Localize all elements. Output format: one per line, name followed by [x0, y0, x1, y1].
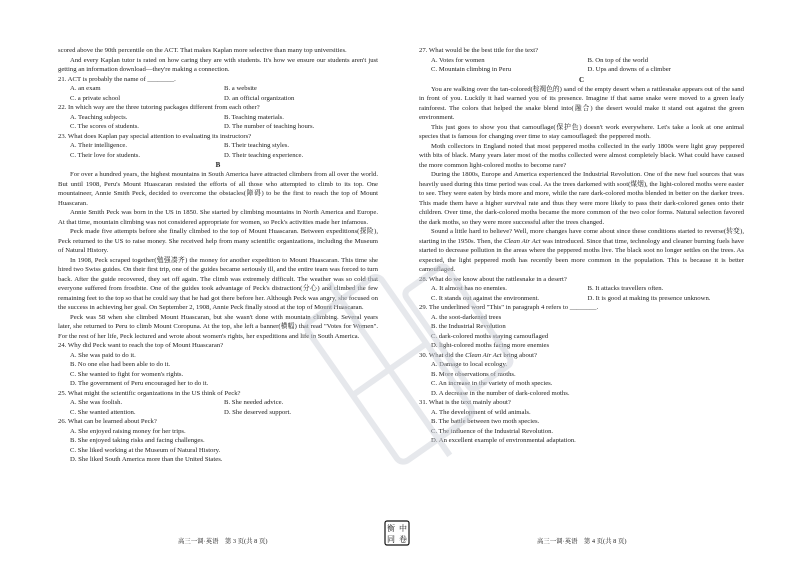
svg-text:衡: 衡 [387, 524, 395, 533]
q23-option-b: B. Their teaching styles. [224, 142, 290, 149]
q24-option-c: C. She wanted to fight for women's rights. [70, 370, 184, 378]
q29-option-d: D. light-colored moths facing more enemies [431, 342, 550, 349]
q21-stem: 21. ACT is probably the name of ________. [58, 75, 176, 83]
q24-option-d: D. The government of Peru encouraged her to do it. [70, 380, 209, 387]
q31-stem: 31. What is the text mainly about? [419, 399, 511, 406]
q22-option-b: B. Teaching materials. [224, 113, 284, 121]
section-b-heading: B [215, 161, 221, 169]
q30-option-b: B. More observations of moths. [431, 370, 516, 378]
q24-options [58, 351, 378, 389]
svg-text:卷: 卷 [399, 535, 407, 544]
q21-option-b: B. a website [224, 85, 257, 92]
seal-logo [384, 520, 410, 546]
q24-option-b: B. No one else had been able to do it. [70, 361, 171, 368]
q30-option-c: C. An increase in the variety of moth species. [431, 380, 553, 387]
q21-options [58, 84, 378, 103]
footer-right: 高三一调·英语 第 4 页(共 8 页) [537, 538, 627, 545]
q26-option-b: B. She enjoyed taking risks and facing challenges. [70, 437, 205, 444]
q30-stem-b: bring about? [501, 351, 537, 359]
q22-option-a: A. Teaching subjects. [70, 113, 128, 121]
q22-stem: 22. In which way are the three tutoring packages different from each other? [58, 104, 260, 111]
q23-option-c: C. Their love for students. [70, 151, 141, 159]
left-column [58, 46, 378, 506]
q25-stem: 25. What might the scientific organizations in the US think of Peck? [58, 389, 241, 397]
q28-option-d: D. It is good at making its presence unknown. [587, 294, 711, 302]
q22-option-c: C. The scores of students. [70, 123, 139, 130]
q31-option-c: C. The influence of the Industrial Revolution. [431, 427, 554, 435]
footer-left: 高三一调·英语 第 3 页(共 8 页) [178, 538, 268, 545]
q29-option-b: B. the Industrial Revolution [431, 323, 506, 330]
q27-stem: 27. What would be the best title for the text? [419, 47, 539, 54]
intro-line1: scored above the 90th percentile on the ACT. That makes Kaplan more selective than many top universities. [58, 47, 347, 54]
q24-option-a: A. She was paid to do it. [70, 351, 136, 359]
passage-c-para4: During the 1800s, Europe and America experienced the Industrial Revolution. One of the new fuel sources that was heavily used during this time period was coal. As the trees darkened with soot(煤烟), the light-colored moths were easier to see. They were eaten by birds more and more, while the rare dark-colored moths blended in better on the darker trees. This made them have a higher survival rate and thus they were more likely to pass their dark-colored genes onto their children. Over time, the dark-colored moths became the more common of the two color forms. Natural selection favored the dark moths, so they were more successful after the trees changed. [419, 171, 744, 226]
q29-options [419, 313, 744, 351]
q21-option-a: A. an exam [70, 85, 101, 92]
q25-option-c: C. She wanted attention. [70, 408, 136, 416]
q28-option-c: C. It stands out against the environment. [431, 294, 540, 302]
q26-option-d: D. She liked South America more than the United States. [70, 456, 223, 463]
svg-text:同: 同 [387, 535, 395, 544]
q27-option-a: A. Votes for women [431, 56, 485, 64]
q29-option-c: C. dark-colored moths staying camouflaged [431, 332, 549, 340]
passage-b-para3: Peck made five attempts before she finally climbed to the top of Mount Huascaran. Between expeditions(探险), Peck returned to the US to raise money. She received help from many scientific organizations, including the Museum of Natural History. [58, 228, 378, 254]
q26-option-c: C. She liked working at the Museum of Natural History. [70, 446, 221, 454]
q28-option-a: A. It almost has no enemies. [431, 285, 507, 292]
q21-option-c: C. a private school [70, 94, 121, 102]
para5-part-a: Sound a little hard to believe? Well, more changes have come about since these conditions started to reverse(转变), starting in the 1950s. Then, the [419, 228, 744, 245]
q29-option-a: A. the soot-darkened trees [431, 313, 502, 321]
q27-option-c: C. Mountain climbing in Peru [431, 66, 512, 73]
q27-option-d: D. Ups and downs of a climber [587, 66, 671, 73]
q31-option-d: D. An excellent example of environmental adaptation. [431, 437, 576, 444]
q30-stem [419, 351, 744, 361]
q30-option-a: A. Damage to local ecology. [431, 361, 508, 368]
right-column [419, 46, 744, 506]
q28-options [419, 284, 744, 303]
passage-c-para5 [419, 227, 744, 275]
q31-option-a: A. The development of wild animals. [431, 408, 531, 416]
q25-option-d: D. She deserved support. [224, 408, 292, 416]
q31-option-b: B. The battle between two moth species. [431, 418, 540, 425]
q23-option-d: D. Their teaching experience. [224, 151, 304, 159]
para5-italic: Clean Air Act [503, 237, 541, 245]
q23-stem: 23. What does Kaplan pay special attention to evaluating its instructors? [58, 132, 252, 140]
para5-part-b: was introduced. Since that time, technology and cleaner burning fuels have started to decrease pollution in the areas where the peppered moths live. The black soot no longer settles on the trees. As expected, the light peppered moth has recently been more common in the population. This is because it is better camouflaged. [419, 237, 744, 273]
passage-b-para1: For over a hundred years, the highest mountains in South America have attracted climbers from all over the world. But until 1908, Peru's Mount Huascaran resisted the efforts of all those who attempted to climb to its top. One mountaineer, Annie Smith Peck, decided to overcome the obstacles(障碍) to be the first to reach the top of Mount Huascaran. [58, 171, 378, 207]
q22-option-d: D. The number of teaching hours. [224, 123, 315, 130]
q26-option-a: A. She enjoyed raising money for her trips. [70, 427, 186, 435]
q25-option-a: A. She was foolish. [70, 399, 123, 406]
passage-c-para2: This just goes to show you that camouflage(保护色) doesn't work everywhere. Let's take a look at one animal species that is famous for changing over time to stay camouflaged: the peppered moth. [419, 123, 744, 140]
q28-option-b: B. It attacks travellers often. [587, 285, 664, 292]
passage-b-para4: In 1908, Peck scraped together(勉强凑齐) the money for another expedition to Mount Huascaran. This time she hired two Swiss guides. On their first trip, one of the guides became seriously ill, and the entire team was forced to turn back. After the guide recovered, they set off again. The climb was extremely difficult. The weather was so cold that everyone suffered from frostbite. One of the guides took advantage of Peck's distraction(分心) and climbed the few remaining feet to the top so that he could say that he had got there before her. Although Peck was angry, she focused on the success in achieving her goal. On September 2, 1908, Annie Peck finally stood at the top of Mount Huascaran. [58, 256, 378, 311]
svg-text:中: 中 [399, 524, 407, 533]
q27-option-b: B. On top of the world [587, 56, 649, 64]
q31-options [419, 408, 744, 446]
passage-c-para1: You are walking over the tan-colored(棕褐色的) sand of the empty desert when a rattlesnake appears out of the sand in front of you. Luckily it had warned you of its presence. Imagine if that same snake were moved to a green leafy rainforest. The colors that helped the snake blend into(融合) the desert would make it stand out against the green environment. [419, 85, 744, 121]
q30-option-d: D. A decrease in the number of dark-colored moths. [431, 389, 570, 397]
q28-stem: 28. What do we know about the rattlesnake in a desert? [419, 275, 567, 283]
passage-b-para5: Peck was 58 when she climbed Mount Huascaran, but she wasn't done with mountain climbing. Several years later, she returned to Peru to climb Mount Coropuna. At the top, she left a banner(横幅) that read "Votes for Women". For the rest of her life, Peck lectured and wrote about women's rights, her expeditions and life in South America. [58, 313, 378, 340]
q27-options [419, 56, 744, 75]
q30-stem-italic: Clean Air Act [465, 351, 502, 359]
section-c-heading: C [578, 75, 585, 84]
q23-options [58, 141, 378, 160]
q25-option-b: B. She needed advice. [224, 399, 284, 406]
q23-option-a: A. Their intelligence. [70, 142, 128, 149]
q25-options [58, 398, 378, 417]
q30-options [419, 360, 744, 398]
q24-stem: 24. Why did Peck want to reach the top of Mount Huascaran? [58, 342, 224, 349]
q22-options [58, 113, 378, 132]
q26-options [58, 427, 378, 465]
passage-c-para3: Moth collectors in England noted that most peppered moths collected in the early 1800s were light gray peppered with bits of black. Many years later most of the moths collected were almost completely black. What could have caused the more common light-colored moths to become rare? [419, 142, 744, 169]
passage-b-para2: Annie Smith Peck was born in the US in 1850. She started by climbing mountains in North America and Europe. At that time, mountain climbing was not considered appropriate for women, so Peck's activities made her infamous. [58, 209, 378, 226]
q21-option-d: D. an official organization [224, 94, 295, 102]
q29-stem: 29. The underlined word "This" in paragraph 4 refers to ________. [419, 304, 599, 311]
q30-stem-a: 30. What did the [419, 351, 466, 359]
q26-stem: 26. What can be learned about Peck? [58, 418, 157, 425]
intro-line2: And every Kaplan tutor is rated on how caring they are with students. It's how we ensure our students aren't just getting an information download—they're making a connection. [58, 56, 378, 73]
